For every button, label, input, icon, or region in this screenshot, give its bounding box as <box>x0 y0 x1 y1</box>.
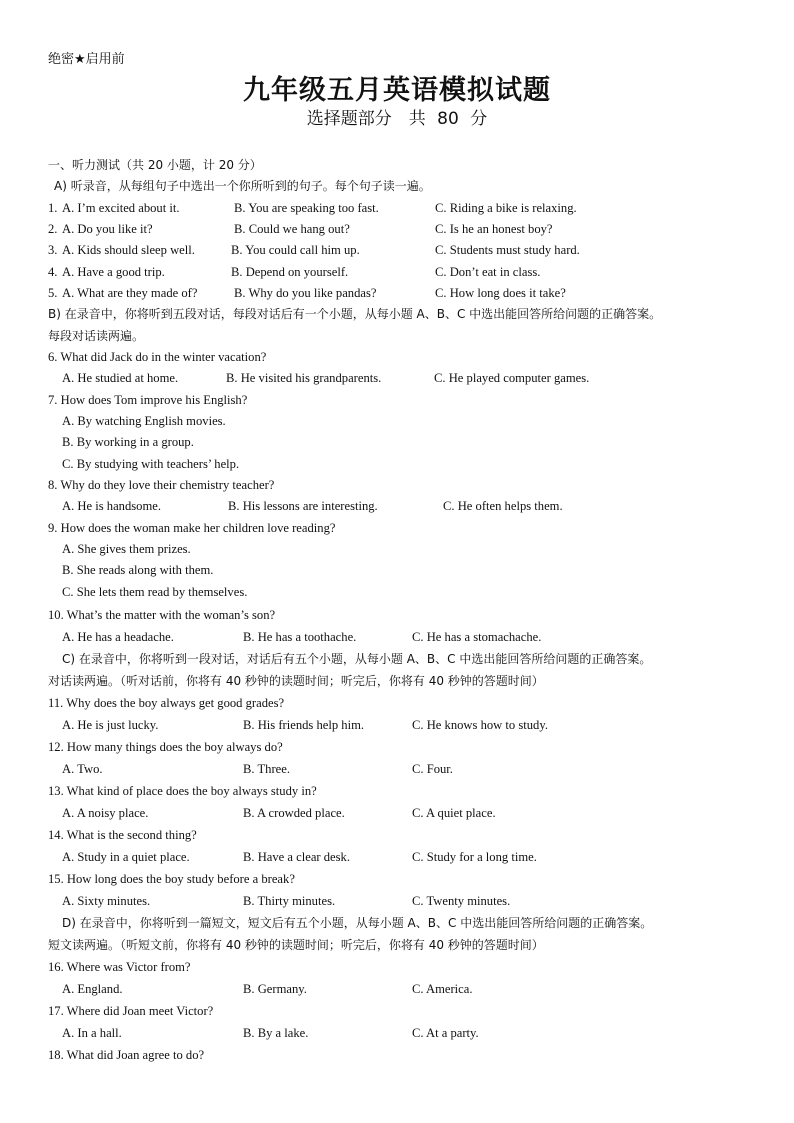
option-b: B. He has a toothache. <box>243 630 357 644</box>
option-b: B. You are speaking too fast. <box>234 201 379 215</box>
section-heading: 一、听力测试（共 20 小题，计 20 分） <box>48 158 262 172</box>
option-a: A. Two. <box>62 762 103 776</box>
option-c: C. He played computer games. <box>434 371 590 385</box>
option-a: A. He studied at home. <box>62 371 179 385</box>
question-14: 14. What is the second thing? <box>48 828 197 842</box>
option-b: B. Have a clear desk. <box>243 850 350 864</box>
option-c: C. He often helps them. <box>443 499 563 513</box>
option-b: B. Depend on yourself. <box>231 265 349 279</box>
option-c: C. He knows how to study. <box>412 718 548 732</box>
question-13: 13. What kind of place does the boy always study in? <box>48 784 317 798</box>
option-b: B. His lessons are interesting. <box>228 499 378 513</box>
part-b-instruction-cont: 每段对话读两遍。 <box>48 329 145 343</box>
confidential-label: 绝密★启用前 <box>48 52 125 67</box>
question-number: 4. <box>48 265 58 279</box>
option-c: C. A quiet place. <box>412 806 496 820</box>
option-a: A. Have a good trip. <box>62 265 165 279</box>
option-c: C. At a party. <box>412 1026 479 1040</box>
option-a: A. He is handsome. <box>62 499 161 513</box>
question-number: 2. <box>48 222 58 236</box>
option-c: C. He has a stomachache. <box>412 630 542 644</box>
question-6: 6. What did Jack do in the winter vacation? <box>48 350 267 364</box>
option-b: B. You could call him up. <box>231 243 360 257</box>
option-a: A. Sixty minutes. <box>62 894 151 908</box>
part-b-instruction: B) 在录音中，你将听到五段对话，每段对话后有一个小题，从每小题 A、B、C 中选出能回答所给问题的正确答案。 <box>48 307 662 321</box>
option-b: B. Why do you like pandas? <box>234 286 377 300</box>
option-c: C. She lets them read by themselves. <box>62 585 248 599</box>
part-c-instruction: C) 在录音中，你将听到一段对话，对话后有五个小题，从每小题 A、B、C 中选出能回答所给问题的正确答案。 <box>62 652 652 666</box>
option-a: A. What are they made of? <box>62 286 198 300</box>
option-b: B. Germany. <box>243 982 307 996</box>
option-a: A. England. <box>62 982 123 996</box>
option-b: B. By working in a group. <box>62 435 194 449</box>
option-c: C. Study for a long time. <box>412 850 537 864</box>
option-a: A. A noisy place. <box>62 806 149 820</box>
option-b: B. Thirty minutes. <box>243 894 336 908</box>
option-b: B. His friends help him. <box>243 718 365 732</box>
page-title: 九年级五月英语模拟试题 <box>243 75 551 106</box>
part-c-instruction-cont: 对话读两遍。（听对话前，你将有 40 秒钟的读题时间；听完后，你将有 40 秒钟的答题时间） <box>48 674 544 688</box>
question-12: 12. How many things does the boy always do? <box>48 740 283 754</box>
question-number: 5. <box>48 286 58 300</box>
option-b: B. By a lake. <box>243 1026 309 1040</box>
option-c: C. Don’t eat in class. <box>435 265 541 279</box>
part-d-instruction: D) 在录音中，你将听到一篇短文，短文后有五个小题，从每小题 A、B、C 中选出能回答所给问题的正确答案。 <box>62 916 653 930</box>
option-b: B. Three. <box>243 762 290 776</box>
option-c: C. How long does it take? <box>435 286 566 300</box>
option-a: A. In a hall. <box>62 1026 122 1040</box>
option-a: A. Kids should sleep well. <box>62 243 195 257</box>
question-11: 11. Why does the boy always get good grades? <box>48 696 285 710</box>
page-subtitle: 选择题部分 共 80 分 <box>306 109 488 129</box>
option-a: A. She gives them prizes. <box>62 542 191 556</box>
question-10: 10. What’s the matter with the woman’s son? <box>48 608 276 622</box>
option-c: C. Is he an honest boy? <box>435 222 553 236</box>
question-15: 15. How long does the boy study before a break? <box>48 872 295 886</box>
option-c: C. America. <box>412 982 473 996</box>
option-b: B. Could we hang out? <box>234 222 350 236</box>
option-b: B. He visited his grandparents. <box>226 371 382 385</box>
option-c: C. Students must study hard. <box>435 243 580 257</box>
part-d-instruction-cont: 短文读两遍。（听短文前，你将有 40 秒钟的读题时间；听完后，你将有 40 秒钟的答题时间） <box>48 938 544 952</box>
question-16: 16. Where was Victor from? <box>48 960 191 974</box>
question-number: 3. <box>48 243 58 257</box>
option-a: A. He is just lucky. <box>62 718 159 732</box>
part-a-instruction: A) 听录音，从每组句子中选出一个你所听到的句子。每个句子读一遍。 <box>54 179 431 193</box>
question-7: 7. How does Tom improve his English? <box>48 393 248 407</box>
option-a: A. Study in a quiet place. <box>62 850 190 864</box>
option-a: A. By watching English movies. <box>62 414 226 428</box>
question-9: 9. How does the woman make her children love reading? <box>48 521 336 535</box>
option-b: B. She reads along with them. <box>62 563 214 577</box>
option-a: A. I’m excited about it. <box>62 201 180 215</box>
option-a: A. He has a headache. <box>62 630 174 644</box>
option-a: A. Do you like it? <box>62 222 153 236</box>
option-c: C. By studying with teachers’ help. <box>62 457 240 471</box>
option-c: C. Four. <box>412 762 453 776</box>
option-c: C. Twenty minutes. <box>412 894 511 908</box>
option-b: B. A crowded place. <box>243 806 345 820</box>
option-c: C. Riding a bike is relaxing. <box>435 201 577 215</box>
question-8: 8. Why do they love their chemistry teacher? <box>48 478 275 492</box>
question-17: 17. Where did Joan meet Victor? <box>48 1004 214 1018</box>
question-number: 1. <box>48 201 58 215</box>
question-18: 18. What did Joan agree to do? <box>48 1048 205 1062</box>
